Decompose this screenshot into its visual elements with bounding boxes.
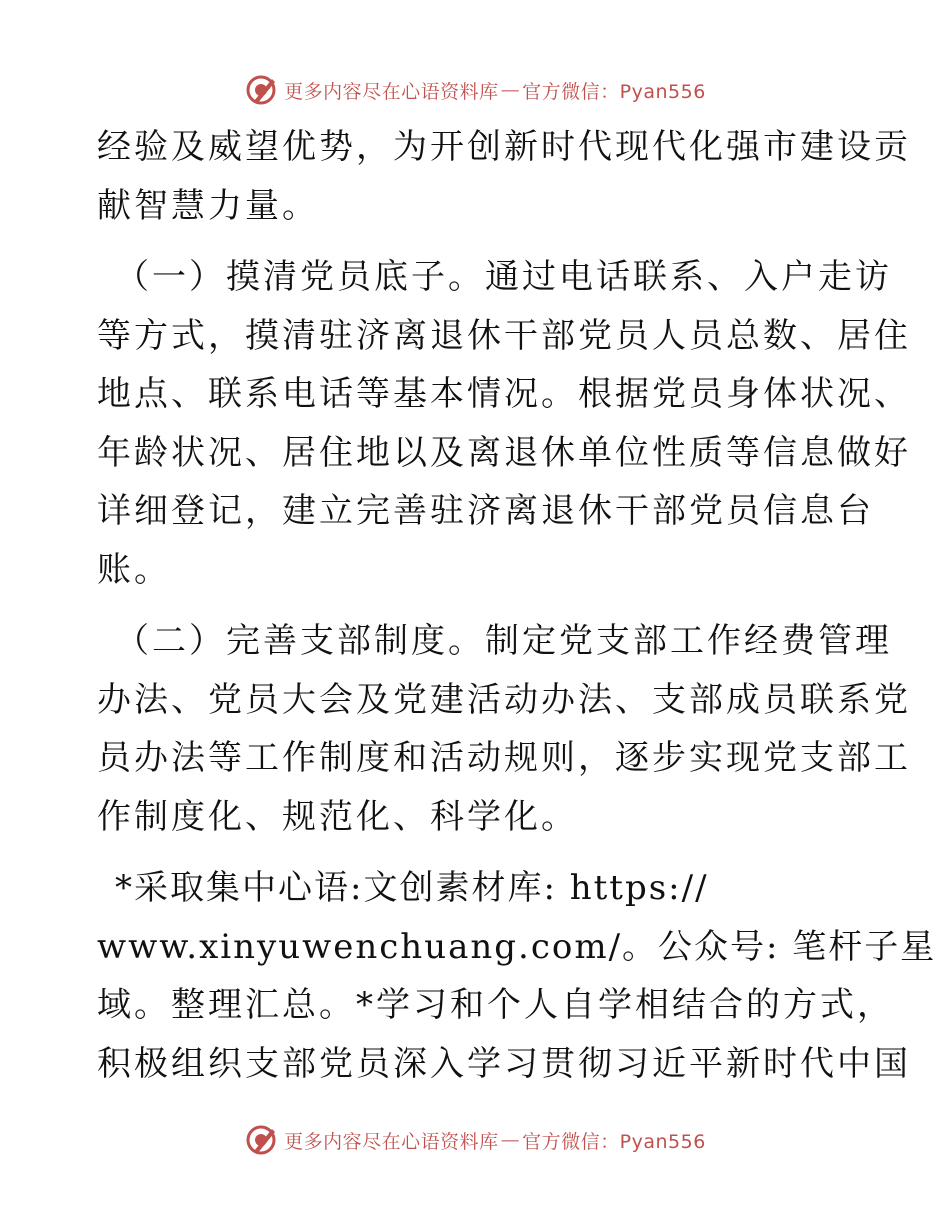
document-body [97, 118, 937, 1093]
text-line: 员办法等工作制度和活动规则，逐步实现党支部工 [97, 738, 911, 778]
text-line: 作制度化、规范化、科学化。 [97, 796, 578, 837]
text-line: 等方式，摸清驻济离退休干部党员人员总数、居住 [97, 315, 911, 356]
banner-main-text: 更多内容尽在心语资料库 [284, 80, 499, 103]
banner-main-text: 更多内容尽在心语资料库 [284, 1130, 499, 1153]
text-line: 积极组织支部党员深入学习贯彻习近平新时代中国 [97, 1043, 911, 1084]
banner-separator: — [500, 79, 521, 101]
banner-contact-text: 官方微信：Pyan556 [522, 1130, 706, 1153]
section-heading-line: （一）摸清党员底子。通过电话联系、入户走访 [115, 257, 892, 297]
text-line: www.xinyuwenchuang.com/。公众号: 笔杆子星 [97, 926, 937, 967]
text-line: 账。 [97, 549, 171, 590]
footer-banner [0, 1120, 950, 1160]
text-line: 地点、联系电话等基本情况。根据党员身体状况、 [97, 374, 911, 414]
text-line: 办法、党员大会及党建活动办法、支部成员联系党 [97, 679, 911, 720]
text-line: 详细登记，建立完善驻济离退休干部党员信息台 [97, 491, 874, 531]
text-line: *采取集中心语:文创素材库: https:// [115, 868, 709, 908]
banner-contact-text: 官方微信：Pyan556 [522, 80, 706, 103]
pen-logo-icon [244, 1123, 280, 1157]
text-line: 献智慧力量。 [97, 185, 319, 226]
text-line: 经验及威望优势，为开创新时代现代化强市建设贡 [97, 127, 911, 167]
section-heading-line: （二）完善支部制度。制定党支部工作经费管理 [115, 621, 892, 661]
text-line: 年龄状况、居住地以及离退休单位性质等信息做好 [97, 432, 911, 473]
pen-logo-icon [244, 73, 280, 107]
text-line: 域。整理汇总。*学习和个人自学相结合的方式， [97, 985, 894, 1025]
header-banner [0, 70, 950, 110]
banner-separator: — [500, 1129, 521, 1151]
